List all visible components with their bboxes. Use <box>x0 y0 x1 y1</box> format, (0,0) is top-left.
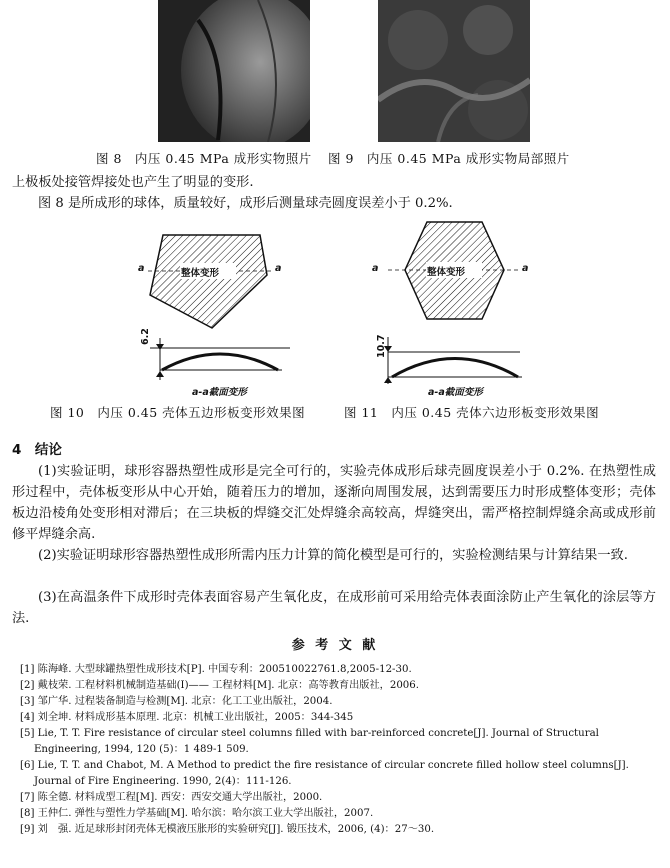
reference-item: [5] Lie, T. T. Fire resistance of circular steel columns filled with bar-reinforced concrete[J]. Journal of Structural Engineering, 1994, 120 (5)：1 489-1 509. <box>20 728 599 755</box>
reference-item: [8] 王仲仁. 弹性与塑性力学基础[M]. 哈尔滨：哈尔滨工业大学出版社，2007. <box>20 808 374 819</box>
body-line-2: 图 8 是所成形的球体，质量较好，成形后测量球壳圆度误差小于 0.2%. <box>38 196 453 211</box>
fig11-diagram <box>370 212 550 387</box>
fig10-a-left: a <box>138 263 145 274</box>
fig9-caption: 图 9 内压 0.45 MPa 成形实物局部照片 <box>328 151 570 166</box>
reference-item: [1] 陈海峰. 大型球罐热塑性成形技术[P]. 中国专利：200510022761.8,2005-12-30. <box>20 664 412 675</box>
fig10-a-right: a <box>275 263 282 274</box>
fig8-caption: 图 8 内压 0.45 MPa 成形实物照片 <box>96 151 312 166</box>
fig11-overall-label: 整体变形 <box>427 267 466 278</box>
fig11-a-left: a <box>372 263 379 274</box>
conclusion-3: (3)在高温条件下成形时壳体表面容易产生氧化皮，在成形前可采用给壳体表面涂防止产生氧化的涂层等方法. <box>12 590 656 626</box>
fig11-section-label: a-a截面变形 <box>428 387 483 398</box>
reference-item: [6] Lie, T. T. and Chabot, M. A Method to predict the fire resistance of circular concrete filled hollow steel columns[J]. Journal of Fire Engineering. 1990, 2(4)：111-126. <box>20 760 629 787</box>
fig11-caption: 图 11 内压 0.45 壳体六边形板变形效果图 <box>344 405 600 420</box>
reference-item: [3] 邹广华. 过程装备制造与检测[M]. 北京：化工工业出版社，2004. <box>20 696 333 707</box>
references-list <box>20 662 656 838</box>
fig11-a-right: a <box>522 263 529 274</box>
fig10-caption: 图 10 内压 0.45 壳体五边形板变形效果图 <box>50 405 306 420</box>
references-title: 参 考 文 献 <box>291 638 379 653</box>
reference-item: [7] 陈全德. 材料成型工程[M]. 西安：西安交通大学出版社，2000. <box>20 792 323 803</box>
fig10-height-label: 6.2 <box>140 328 151 345</box>
fig10-overall-label: 整体变形 <box>181 268 220 279</box>
pentagon-plate <box>150 235 267 328</box>
conclusion-2: (2)实验证明球形容器热塑性成形所需内压力计算的简化模型是可行的，实验检测结果与计算结果一致. <box>38 548 628 563</box>
fig10-section-label: a-a截面变形 <box>192 387 247 398</box>
fig9-photo <box>378 0 530 142</box>
body-line-1: 上极板处接管焊接处也产生了明显的变形. <box>12 175 254 190</box>
conclusion-1: (1)实验证明，球形容器热塑性成形是完全可行的，实验壳体成形后球壳圆度误差小于 0.2%. 在热塑性成形过程中，壳体板变形从中心开始，随着压力的增加，逐渐向周围发展，达到需要压力时形成整体变形；壳体板边沿棱角处变形相对滞后；在三块板的焊缝交汇处焊缝余高较高，焊缝突出，需严格控制焊缝余高或成形前修平焊缝余高. <box>12 464 656 542</box>
fig8-photo <box>158 0 310 142</box>
reference-item: [4] 刘全坤. 材料成形基本原理. 北京：机械工业出版社，2005：344-345 <box>20 712 354 723</box>
fig10-diagram <box>120 220 300 385</box>
section-heading: 4 结论 <box>12 442 62 458</box>
reference-item: [9] 刘 强. 近足球形封闭壳体无模液压胀形的实验研究[J]. 锻压技术，2006, (4)：27～30. <box>20 824 435 835</box>
fig11-height-label: 10.7 <box>376 334 387 358</box>
reference-item: [2] 戴枝荣. 工程材料机械制造基础(Ⅰ)—— 工程材料[M]. 北京：高等教育出版社，2006. <box>20 680 420 691</box>
